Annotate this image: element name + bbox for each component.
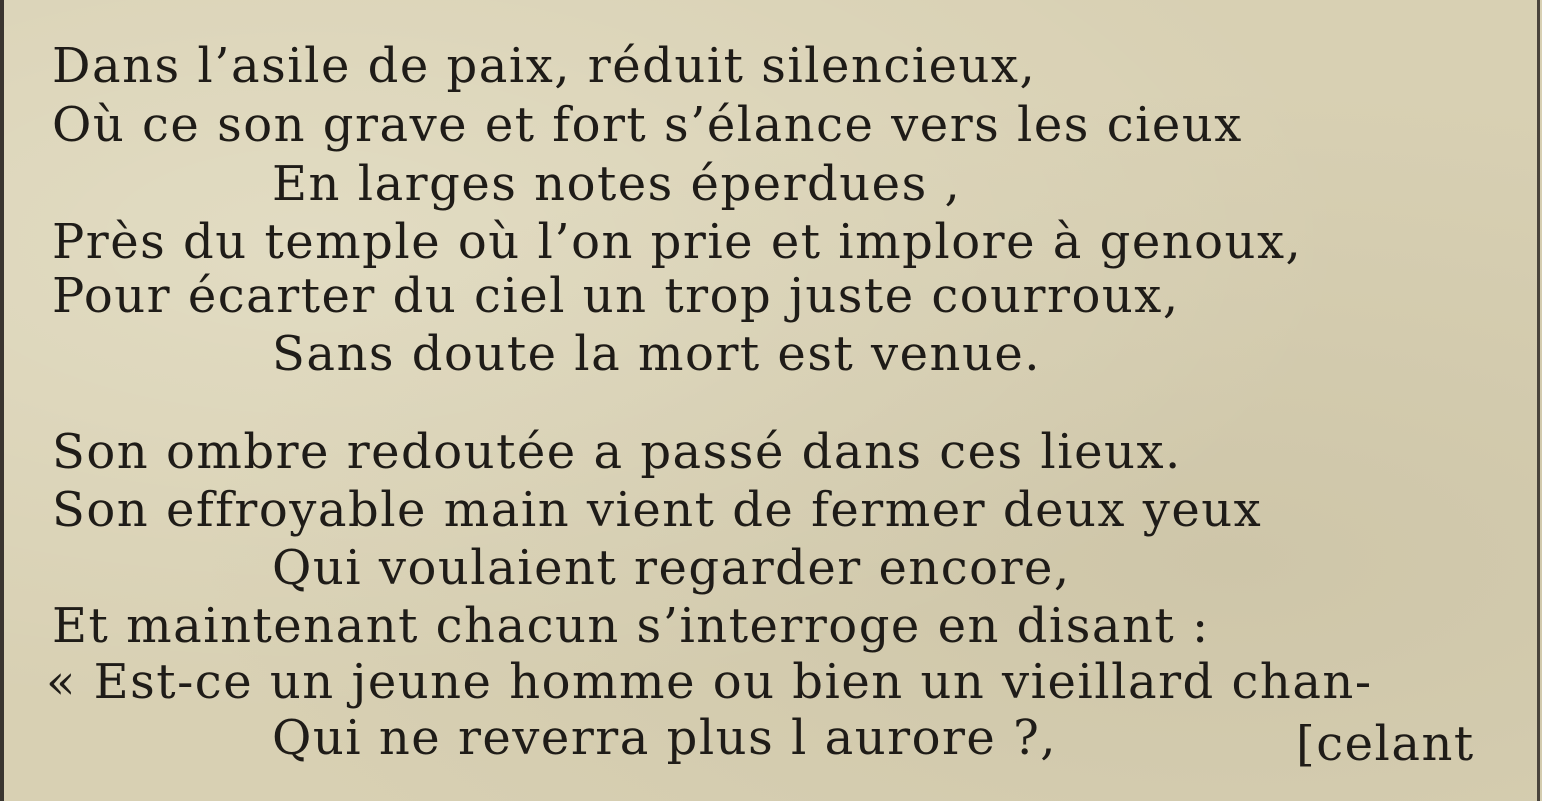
poem-line: Pour écarter du ciel un trop juste courroux, bbox=[52, 268, 1180, 324]
poem-line: Sans doute la mort est venue. bbox=[272, 326, 1042, 382]
poem-line: Qui voulaient regarder encore, bbox=[272, 540, 1071, 596]
poem-line: Et maintenant chacun s’interroge en disant : bbox=[52, 598, 1210, 654]
poem-line: Dans l’asile de paix, réduit silencieux, bbox=[52, 38, 1037, 94]
poem-line: Son effroyable main vient de fermer deux yeux bbox=[52, 482, 1263, 538]
poem-line: Son ombre redoutée a passé dans ces lieux. bbox=[52, 424, 1182, 480]
poem-line: « Est-ce un jeune homme ou bien un vieillard chan- bbox=[46, 654, 1373, 710]
poem-line: En larges notes éperdues , bbox=[272, 156, 962, 212]
line-continuation: [celant bbox=[1296, 716, 1475, 772]
poem-line: Près du temple où l’on prie et implore à genoux, bbox=[52, 214, 1303, 270]
poem-line: Où ce son grave et fort s’élance vers les cieux bbox=[52, 97, 1243, 153]
poem-line: Qui ne reverra plus l aurore ?, bbox=[272, 710, 1058, 766]
